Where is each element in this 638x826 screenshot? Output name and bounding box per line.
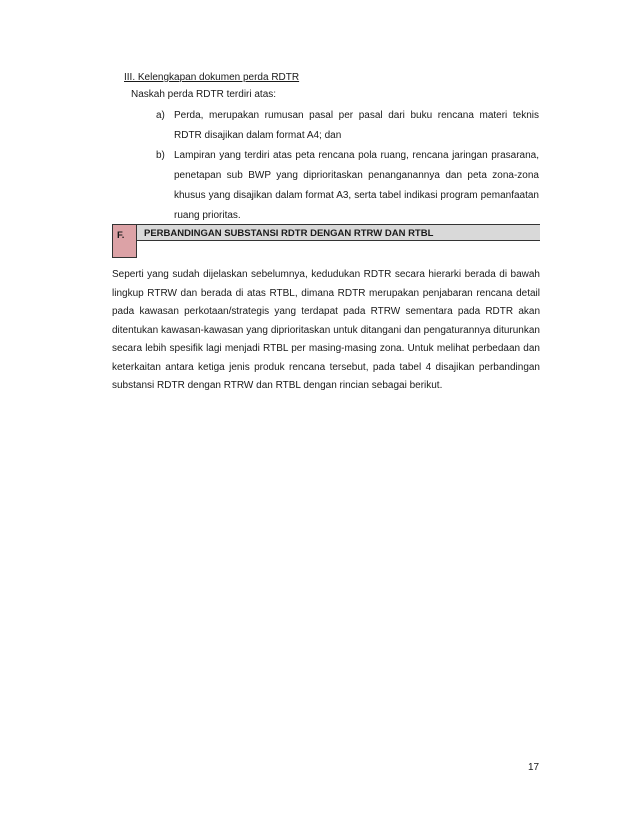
list-marker: b) [156,150,165,161]
list-item-text: Perda, merupakan rumusan pasal per pasal dari buku rencana materi teknis RDTR disajikan dalam format A4; dan [174,110,539,141]
section-heading: III. Kelengkapan dokumen perda RDTR [124,72,300,83]
intro-text: Naskah perda RDTR terdiri atas: [131,89,277,100]
list-item-text: Lampiran yang terdiri atas peta rencana pola ruang, rencana jaringan prasarana, penetapan sub BWP yang diprioritaskan penanganannya dan peta zona-zona khusus yang disajikan dalam format A3, serta tabel indikasi program pemanfaatan ruang prioritas. [174,150,539,221]
list-item [156,106,539,146]
list-item [156,146,539,226]
requirements-list [156,106,539,226]
section-header [112,224,540,258]
list-marker: a) [156,110,165,121]
body-paragraph: Seperti yang sudah dijelaskan sebelumnya, kedudukan RDTR secara hierarki berada di bawah lingkup RTRW dan berada di atas RTBL, dimana RDTR merupakan penjabaran rencana detail pada kawasan perkotaan/strategis yang terdapat pada RTRW sementara pada RDTR akan ditentukan kawasan-kawasan yang diprioritaskan untuk ditangani dan pengaturannya diturunkan secara lebih spesifik lagi menjadi RTBL per masing-masing zona. Untuk melihat perbedaan dan keterkaitan antara ketiga jenis produk rencana tersebut, pada tabel 4 disajikan perbandingan substansi RDTR dengan RTRW dan RTBL dengan rincian sebagai berikut. [112,269,540,391]
section-title: PERBANDINGAN SUBSTANSI RDTR DENGAN RTRW DAN RTBL [137,224,540,241]
page-number: 17 [528,762,540,773]
section-number: F. [112,224,137,258]
